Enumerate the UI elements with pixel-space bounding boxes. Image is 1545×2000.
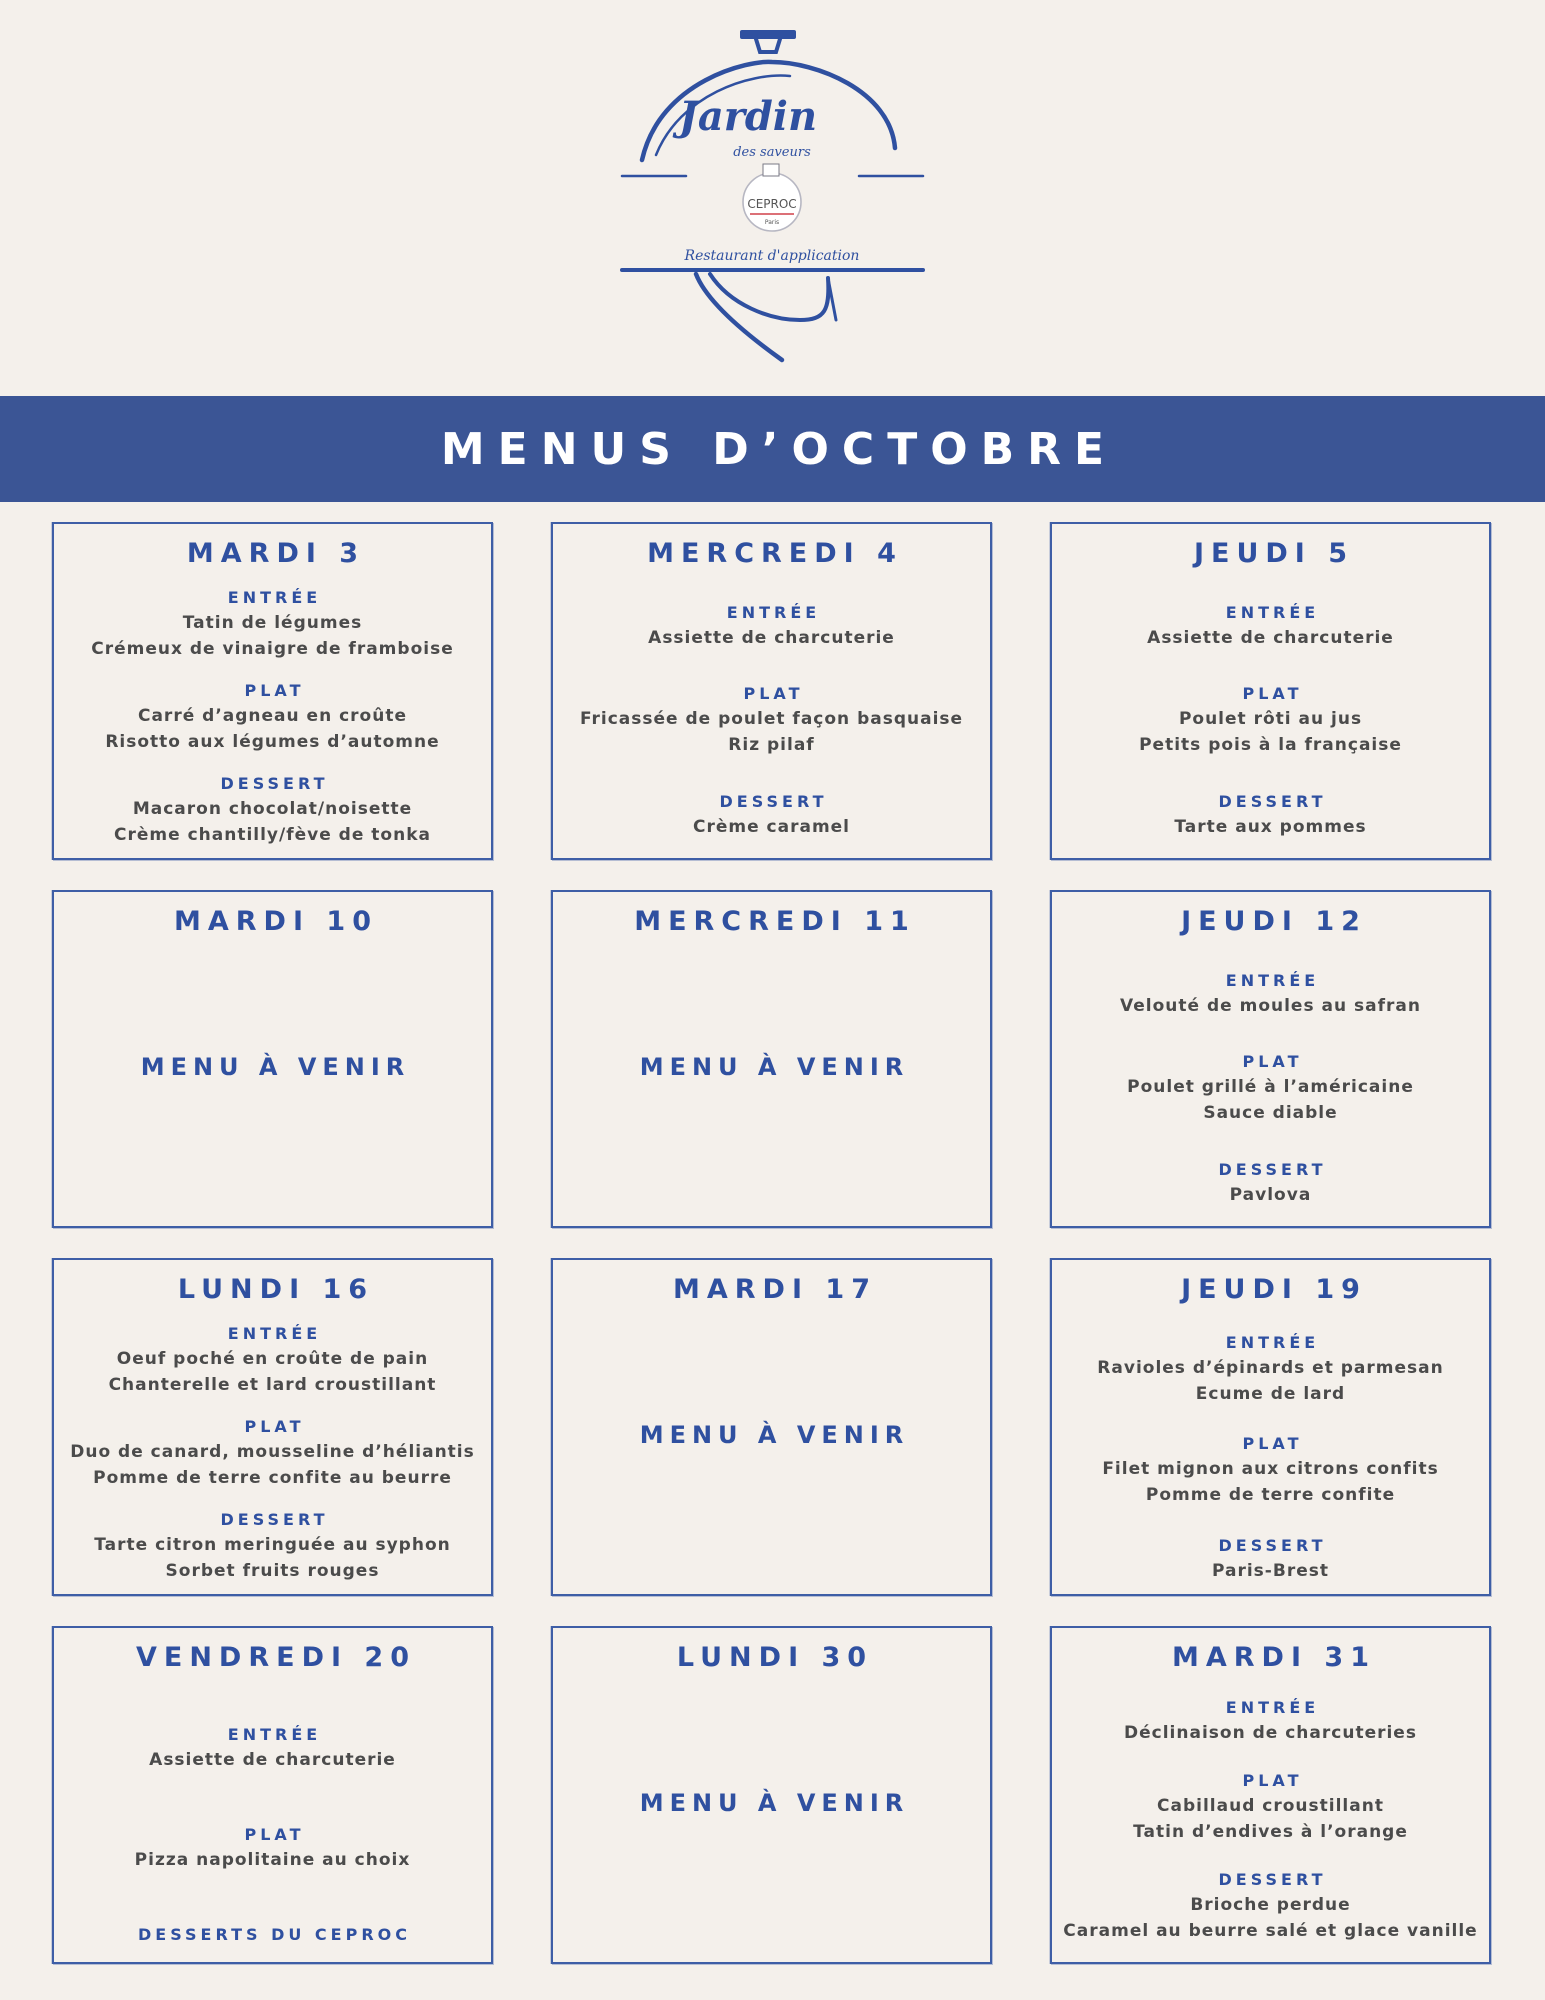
day-title: MARDI 3 — [186, 538, 366, 569]
dessert-label: DESSERT — [220, 1510, 329, 1529]
plat-section — [1133, 1771, 1408, 1845]
title-banner — [0, 396, 1545, 502]
menu-card-mardi-3 — [52, 522, 493, 860]
entree-section — [1097, 1333, 1443, 1407]
dish-item: Pomme de terre confite — [1145, 1485, 1396, 1506]
entree-section — [1124, 1698, 1417, 1746]
plat-label: PLAT — [244, 1825, 305, 1844]
dish-item: Crémeux de vinaigre de framboise — [91, 639, 454, 659]
dish-item: Assiette de charcuterie — [648, 627, 895, 648]
dish-item: Riz pilaf — [728, 735, 815, 756]
day-title: VENDREDI 20 — [135, 1642, 416, 1673]
menu-card-lundi-30 — [551, 1626, 992, 1964]
dish-item: Filet mignon aux citrons confits — [1102, 1459, 1439, 1480]
dessert-section — [114, 774, 431, 848]
menu-coming-label: MENU À VENIR — [639, 1789, 910, 1817]
dessert-section — [1215, 1160, 1327, 1208]
dessert-label: DESSERT — [220, 774, 329, 793]
plat-section — [580, 684, 963, 758]
dish-item: Poulet rôti au jus — [1178, 709, 1363, 730]
dish-item: Ecume de lard — [1195, 1383, 1346, 1404]
menu-card-mercredi-11 — [551, 890, 992, 1228]
dish-item: Assiette de charcuterie — [1147, 627, 1394, 648]
day-title: MERCREDI 11 — [634, 906, 916, 937]
dish-item: Paris-Brest — [1212, 1560, 1329, 1581]
dessert-label: DESSERT — [1218, 1535, 1327, 1555]
menu-grid — [52, 522, 1492, 1966]
day-title: JEUDI 12 — [1181, 906, 1367, 937]
dish-item: Cabillaud croustillant — [1157, 1796, 1384, 1816]
dish-item: Risotto aux légumes d’automne — [105, 732, 440, 752]
entree-label: ENTRÉE — [726, 602, 821, 622]
dish-item: Crème caramel — [692, 816, 851, 837]
dish-item: Pizza napolitaine au choix — [134, 1850, 411, 1870]
menu-card-lundi-16 — [52, 1258, 493, 1596]
dessert-section — [1063, 1870, 1477, 1944]
day-title: LUNDI 30 — [676, 1642, 874, 1673]
logo-name: Jardin — [678, 93, 818, 140]
menu-card-jeudi-5 — [1050, 522, 1491, 860]
menu-card-jeudi-19 — [1050, 1258, 1491, 1596]
entree-label: ENTRÉE — [227, 588, 322, 607]
plat-section — [70, 1417, 475, 1491]
entree-label: ENTRÉE — [227, 1725, 322, 1744]
dish-item: Sauce diable — [1203, 1103, 1338, 1124]
dessert-section — [94, 1510, 451, 1584]
menu-card-mardi-17 — [551, 1258, 992, 1596]
plat-label: PLAT — [1242, 1771, 1303, 1790]
day-title: MERCREDI 4 — [647, 538, 903, 569]
plat-label: PLAT — [244, 681, 305, 700]
menu-card-mercredi-4 — [551, 522, 992, 860]
dessert-note: DESSERTS DU CEPROC — [138, 1925, 411, 1944]
logo-subtitle: Restaurant d'application — [684, 248, 860, 264]
dish-item: Velouté de moules au safran — [1120, 995, 1421, 1016]
menu-card-mardi-10 — [52, 890, 493, 1228]
day-title: MARDI 10 — [174, 906, 378, 937]
day-title: JEUDI 19 — [1181, 1274, 1367, 1305]
page-title: MENUS D’OCTOBRE — [440, 423, 1118, 475]
menu-coming-label: MENU À VENIR — [140, 1053, 411, 1081]
dish-item: Duo de canard, mousseline d’héliantis — [70, 1442, 475, 1462]
dish-item: Pomme de terre confite au beurre — [93, 1468, 452, 1488]
entree-section — [1147, 603, 1394, 651]
entree-section — [149, 1725, 396, 1773]
dessert-label: DESSERT — [1218, 1870, 1327, 1889]
dish-item: Tatin de légumes — [182, 613, 363, 633]
dish-item: Sorbet fruits rouges — [165, 1561, 380, 1581]
menu-coming-label: MENU À VENIR — [639, 1421, 910, 1449]
entree-label: ENTRÉE — [1225, 970, 1320, 990]
entree-label: ENTRÉE — [1225, 1698, 1320, 1717]
menu-coming-label: MENU À VENIR — [639, 1053, 910, 1081]
day-title: JEUDI 5 — [1193, 538, 1355, 569]
dessert-section — [1174, 792, 1366, 840]
plat-section — [135, 1825, 411, 1873]
logo-badge-sub: Paris — [764, 219, 780, 226]
dish-item: Brioche perdue — [1190, 1895, 1351, 1915]
day-title: MARDI 31 — [1172, 1642, 1376, 1673]
dessert-label: DESSERT — [1218, 1159, 1327, 1179]
entree-label: ENTRÉE — [1225, 602, 1320, 622]
menu-card-vendredi-20 — [52, 1626, 493, 1964]
day-title: MARDI 17 — [673, 1274, 877, 1305]
dessert-section — [1212, 1536, 1329, 1584]
entree-label: ENTRÉE — [227, 1324, 322, 1343]
plat-label: PLAT — [1242, 1052, 1303, 1072]
dish-item: Macaron chocolat/noisette — [132, 799, 413, 819]
dessert-label: DESSERT — [719, 791, 828, 811]
entree-section — [91, 588, 453, 662]
dish-item: Assiette de charcuterie — [149, 1750, 396, 1770]
dish-item: Oeuf poché en croûte de pain — [116, 1349, 429, 1369]
dish-item: Poulet grillé à l’américaine — [1127, 1077, 1414, 1098]
logo-tagline: des saveurs — [733, 145, 811, 160]
plat-section — [1127, 1052, 1414, 1126]
plat-section — [1139, 684, 1402, 758]
plat-label: PLAT — [743, 684, 804, 704]
dish-item: Crème chantilly/fève de tonka — [114, 825, 431, 845]
plat-label: PLAT — [244, 1417, 305, 1436]
dish-item: Déclinaison de charcuteries — [1124, 1723, 1417, 1743]
dish-item: Tarte aux pommes — [1174, 816, 1367, 837]
dish-item: Fricassée de poulet façon basquaise — [579, 709, 964, 730]
dish-item: Carré d’agneau en croûte — [137, 706, 407, 726]
menu-card-jeudi-12 — [1050, 890, 1491, 1228]
menu-card-mardi-31 — [1050, 1626, 1491, 1964]
dish-item: Caramel au beurre salé et glace vanille — [1063, 1921, 1478, 1941]
plat-section — [105, 681, 439, 755]
dish-item: Chanterelle et lard croustillant — [108, 1375, 437, 1395]
day-title: LUNDI 16 — [177, 1274, 375, 1305]
dish-item: Petits pois à la française — [1139, 735, 1402, 756]
entree-section — [109, 1324, 437, 1398]
dessert-section — [134, 1925, 411, 1944]
dish-item: Ravioles d’épinards et parmesan — [1097, 1357, 1444, 1378]
dish-item: Tatin d’endives à l’orange — [1133, 1822, 1408, 1842]
dish-item: Tarte citron meringuée au syphon — [94, 1535, 451, 1555]
plat-label: PLAT — [1242, 684, 1303, 704]
dessert-label: DESSERT — [1218, 791, 1327, 811]
dessert-section — [693, 792, 850, 840]
restaurant-logo — [600, 20, 945, 380]
logo-badge: CEPROC — [747, 197, 797, 211]
plat-label: PLAT — [1242, 1434, 1303, 1454]
entree-section — [648, 603, 895, 651]
plat-section — [1102, 1434, 1438, 1508]
entree-section — [1120, 971, 1421, 1019]
dish-item: Pavlova — [1229, 1184, 1312, 1205]
entree-label: ENTRÉE — [1225, 1332, 1320, 1352]
